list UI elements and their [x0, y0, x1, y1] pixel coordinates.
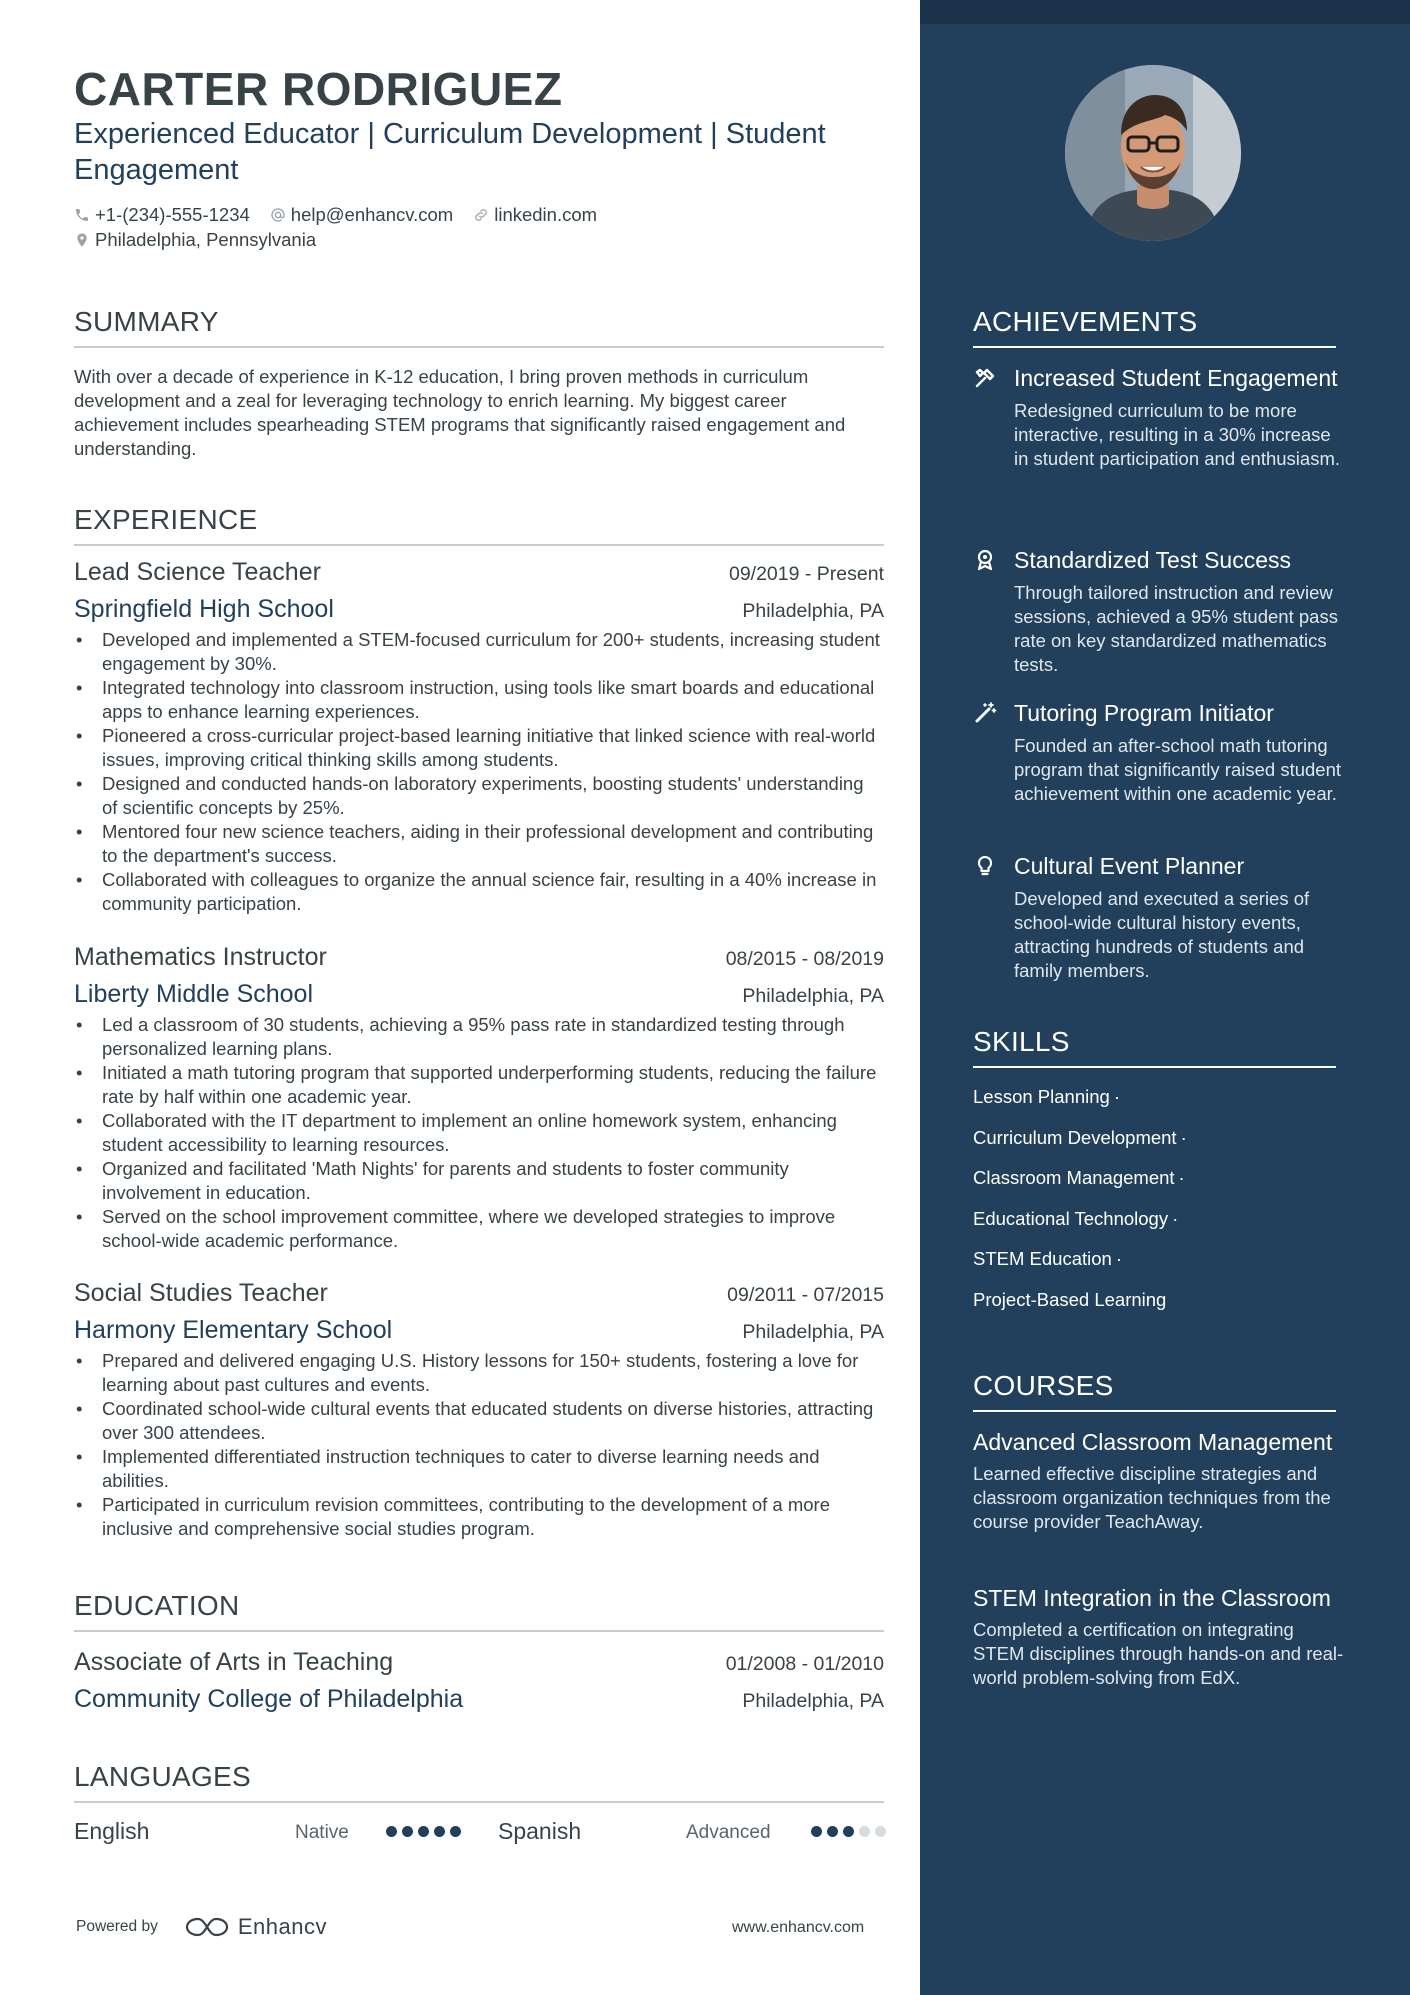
job-location: Philadelphia, PA: [742, 1321, 884, 1343]
proficiency-dot: [402, 1826, 413, 1837]
achievement-desc: Founded an after-school math tutoring program that significantly raised student achievement within one academic year.: [1014, 735, 1342, 804]
link-icon: [473, 207, 489, 223]
email-text: help@enhancv.com: [290, 203, 454, 225]
school-name: Community College of Philadelphia: [74, 1685, 464, 1713]
skill-separator: ·: [1113, 1086, 1120, 1107]
achievement-desc: Redesigned curriculum to be more interactive, resulting in a 30% increase in student participation and enthusiasm.: [1014, 400, 1341, 469]
skills-heading: SKILLS: [973, 1026, 1336, 1068]
magic-wand-icon: [973, 701, 997, 725]
language-level: Advanced: [686, 1822, 771, 1843]
skill-separator: ·: [1178, 1167, 1185, 1188]
bullet-item: • Designed and conducted hands-on laboratory experiments, boosting students' understanding of scientific concepts by 25%.: [74, 772, 884, 820]
location-pin-icon: [74, 232, 90, 248]
bullet-item: • Initiated a math tutoring program that supported underperforming students, reducing the failure rate by half within one academic year.: [74, 1061, 884, 1109]
company-name: Liberty Middle School: [74, 980, 314, 1008]
skill-separator: ·: [1172, 1208, 1179, 1229]
job-entry: [74, 943, 884, 1253]
language-name: Spanish: [498, 1818, 582, 1844]
skill-item: [973, 1289, 1166, 1311]
course-title: Advanced Classroom Management: [973, 1429, 1333, 1455]
skill-separator: ·: [1180, 1127, 1187, 1148]
skill-item: [973, 1208, 1178, 1230]
location-contact: [74, 229, 316, 251]
skill-label: STEM Education: [973, 1248, 1112, 1269]
job-entry: [74, 1279, 884, 1541]
job-title: Mathematics Instructor: [74, 943, 327, 971]
bullet-item: • Prepared and delivered engaging U.S. History lessons for 150+ students, fostering a love for learning about past cultures and events.: [74, 1349, 884, 1397]
job-title: Lead Science Teacher: [74, 558, 321, 586]
phone-contact[interactable]: [74, 204, 250, 226]
achievement-title: Cultural Event Planner: [1014, 853, 1245, 879]
skill-separator: ·: [1115, 1248, 1122, 1269]
candidate-title: Experienced Educator | Curriculum Development | Student Engagement: [74, 118, 826, 186]
bullet-item: • Organized and facilitated 'Math Nights' for parents and students to foster community involvement in education.: [74, 1157, 884, 1205]
bullet-item: • Led a classroom of 30 students, achieving a 95% pass rate in standardized testing through personalized learning plans.: [74, 1013, 884, 1061]
skill-label: Curriculum Development: [973, 1127, 1177, 1148]
contact-info: [74, 202, 617, 252]
skill-label: Project-Based Learning: [973, 1289, 1167, 1310]
skill-item: [973, 1248, 1122, 1270]
bullet-item: • Integrated technology into classroom instruction, using tools like smart boards and educational apps to enhance learning experiences.: [74, 676, 884, 724]
achievement-title: Standardized Test Success: [1014, 547, 1292, 573]
course-desc: Completed a certification on integrating STEM disciplines through hands-on and real-world problem-solving from EdX.: [973, 1619, 1344, 1688]
proficiency-dot: [843, 1826, 854, 1837]
languages-list: [74, 1818, 884, 1850]
language-proficiency-dots: [386, 1826, 466, 1837]
proficiency-dot: [827, 1826, 838, 1837]
achievement-item: [973, 852, 1343, 983]
proficiency-dot: [386, 1826, 397, 1837]
courses-heading: COURSES: [973, 1370, 1336, 1412]
achievement-desc: Developed and executed a series of school-wide cultural history events, attracting hundreds of students and family members.: [1014, 888, 1310, 981]
job-dates: 09/2019 - Present: [728, 563, 884, 585]
achievement-item: [973, 699, 1343, 806]
education-location: Philadelphia, PA: [742, 1690, 884, 1712]
phone-icon: [74, 207, 90, 223]
sidebar-top-bar: [920, 0, 1410, 24]
language-proficiency-dots: [811, 1826, 891, 1837]
language-name: English: [74, 1818, 150, 1844]
course-title: STEM Integration in the Classroom: [973, 1585, 1331, 1611]
job-title: Social Studies Teacher: [74, 1279, 328, 1307]
proficiency-dot: [875, 1826, 886, 1837]
bullet-item: • Implemented differentiated instruction techniques to cater to diverse learning needs and abilities.: [74, 1445, 884, 1493]
bullet-item: • Participated in curriculum revision committees, contributing to the development of a more inclusive and comprehensive social studies program.: [74, 1493, 884, 1541]
award-icon: [973, 548, 997, 572]
proficiency-dot: [434, 1826, 445, 1837]
at-icon: [270, 207, 286, 223]
skill-label: Educational Technology: [973, 1208, 1169, 1229]
brand-name: Enhancv: [237, 1914, 327, 1939]
achievement-item: [973, 546, 1343, 677]
footer-branding: [76, 1914, 327, 1940]
skill-label: Classroom Management: [973, 1167, 1175, 1188]
bullet-item: • Mentored four new science teachers, aiding in their professional development and contributing to the department's success.: [74, 820, 884, 868]
footer-website[interactable]: www.enhancv.com: [732, 1919, 865, 1936]
achievement-desc: Through tailored instruction and review sessions, achieved a 95% student pass rate on key standardized mathematics tests.: [1014, 582, 1338, 675]
summary-text: With over a decade of experience in K-12 education, I bring proven methods in curriculum development and a zeal for leveraging technology to enrich learning. My biggest career achievement includes spearheading STEM programs that significantly raised engagement and understanding.: [74, 366, 846, 459]
avatar: [1065, 65, 1241, 241]
phone-text: +1-(234)-555-1234: [95, 203, 250, 225]
course-item: [973, 1428, 1348, 1534]
education-heading: EDUCATION: [74, 1590, 884, 1632]
linkedin-contact[interactable]: [473, 204, 597, 226]
proficiency-dot: [418, 1826, 429, 1837]
enhancv-logo-icon: [184, 1915, 230, 1939]
job-location: Philadelphia, PA: [742, 600, 884, 622]
education-entry: [74, 1648, 884, 1714]
lightbulb-icon: [973, 854, 997, 878]
proficiency-dot: [450, 1826, 461, 1837]
languages-heading: LANGUAGES: [74, 1761, 884, 1803]
bullet-item: • Collaborated with the IT department to implement an online homework system, enhancing student accessibility to learning resources.: [74, 1109, 884, 1157]
achievement-title: Tutoring Program Initiator: [1014, 700, 1274, 726]
job-dates: 09/2011 - 07/2015: [727, 1284, 884, 1306]
bullet-item: • Developed and implemented a STEM-focused curriculum for 200+ students, increasing student engagement by 30%.: [74, 628, 884, 676]
skill-label: Lesson Planning: [973, 1086, 1110, 1107]
proficiency-dot: [859, 1826, 870, 1837]
experience-heading: EXPERIENCE: [74, 504, 884, 546]
language-level: Native: [295, 1822, 349, 1843]
education-dates: 01/2008 - 01/2010: [725, 1653, 884, 1675]
company-name: Springfield High School: [74, 595, 334, 623]
job-bullets: [74, 628, 884, 916]
bullet-item: • Collaborated with colleagues to organize the annual science fair, resulting in a 40% increase in community participation.: [74, 868, 884, 916]
email-contact[interactable]: [270, 204, 453, 226]
bullet-item: • Served on the school improvement committee, where we developed strategies to improve school-wide academic performance.: [74, 1205, 884, 1253]
job-dates: 08/2015 - 08/2019: [725, 948, 884, 970]
bullet-item: • Coordinated school-wide cultural events that educated students on diverse histories, attracting over 300 attendees.: [74, 1397, 884, 1445]
proficiency-dot: [811, 1826, 822, 1837]
course-desc: Learned effective discipline strategies and classroom organization techniques from the course provider TeachAway.: [973, 1463, 1331, 1532]
job-location: Philadelphia, PA: [742, 985, 884, 1007]
skill-item: [973, 1086, 1120, 1108]
achievement-item: [973, 364, 1343, 471]
job-bullets: [74, 1013, 884, 1253]
summary-heading: SUMMARY: [74, 306, 884, 348]
sidebar: [920, 0, 1410, 1995]
degree-title: Associate of Arts in Teaching: [74, 1648, 394, 1676]
course-item: [973, 1584, 1348, 1690]
powered-by-text: Powered by: [76, 1918, 158, 1935]
achievements-heading: ACHIEVEMENTS: [973, 306, 1336, 348]
bullet-item: • Pioneered a cross-curricular project-based learning initiative that linked science with real-world issues, improving critical thinking skills among students.: [74, 724, 884, 772]
skill-item: [973, 1167, 1185, 1189]
job-bullets: [74, 1349, 884, 1541]
profile-photo-icon: [1065, 65, 1241, 241]
company-name: Harmony Elementary School: [74, 1316, 393, 1344]
tools-icon: [973, 366, 997, 390]
skill-item: [973, 1127, 1187, 1149]
candidate-name: CARTER RODRIGUEZ: [74, 63, 563, 115]
achievement-title: Increased Student Engagement: [1014, 365, 1338, 391]
linkedin-text: linkedin.com: [494, 203, 598, 225]
job-entry: [74, 558, 884, 916]
location-text: Philadelphia, Pennsylvania: [95, 228, 317, 250]
